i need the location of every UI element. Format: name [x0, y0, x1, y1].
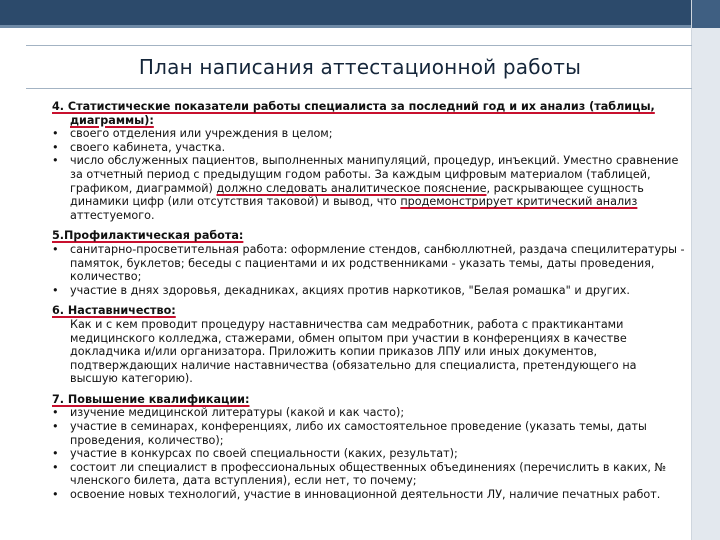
section-6-heading: 6. Наставничество: [52, 304, 176, 318]
list-item: • состоит ли специалист в профессиональных общественных объединениях (перечислить в каких, № членского билета, дата вступления), если нет, то почему; [52, 461, 686, 488]
list-item: • своего кабинета, участка. [52, 141, 686, 155]
top-bar-stripe [0, 25, 720, 28]
highlight-critical-analysis: продемонстрирует критический анализ [400, 195, 638, 209]
section-prevention [52, 229, 686, 297]
header-rule-top [26, 45, 692, 46]
list-item: • участие в семинарах, конференциях, либо их самостоятельное проведение (указать темы, даты проведения, количество); [52, 420, 686, 447]
section-4-heading [52, 100, 686, 127]
list-item: • своего отделения или учреждения в целом; [52, 127, 686, 141]
section-4-heading-line1: 4. Статистические показатели работы специалиста за последний год и их анализ (таблицы, [52, 100, 655, 113]
page-title: План написания аттестационной работы [138, 55, 582, 79]
list-item: • освоение новых технологий, участие в инновационной деятельности ЛУ, наличие печатных работ. [52, 488, 686, 502]
list-item: • участие в днях здоровья, декадниках, акциях против наркотиков, "Белая ромашка" и других. [52, 284, 686, 298]
list-item: • участие в конкурсах по своей специальности (каких, результат); [52, 447, 686, 461]
list-item-text: число обслуженных пациентов, выполненных манипуляций, процедур, инъекций. Уместно сравнение за отчетный период с предыдущим годом работы. За каждым цифровым материалом (таблицей, графиком, диаграммой) [70, 154, 679, 195]
section-5-heading: 5.Профилактическая работа: [52, 229, 244, 243]
section-6-text: Как и с кем проводит процедуру наставничества сам медработник, работа с практикантами медицинского колледжа, стажерами, обмен опытом при участии в конференциях в качестве докладчика и/или организатора. Приложить копии приказов ЛПУ или иных документов, подтверждающих наличие наставничества (обязательно для специалиста, претендующего на высшую категорию). [70, 317, 637, 386]
list-item: • санитарно-просветительная работа: оформление стендов, санбюллютней, раздача специлитературы - памяток, буклетов; беседы с пациентами и их родственниками - указать темы, даты проведения, количество; [52, 243, 686, 284]
list-item [52, 154, 686, 222]
header-rule-bottom [26, 88, 692, 89]
section-4-heading-line2: диаграммы): [70, 113, 154, 127]
right-edge-panel [691, 0, 720, 540]
list-item-text: аттестуемого. [70, 208, 155, 222]
highlight-analytic-note: должно следовать аналитическое пояснение [216, 181, 487, 195]
section-qualification [52, 393, 686, 502]
corner-cap [692, 0, 720, 28]
section-7-heading: 7. Повышение квалификации: [52, 392, 250, 406]
section-mentoring [52, 304, 686, 386]
top-bar [0, 0, 720, 28]
list-item-text: , раскрывающее сущность динамики цифр (или отсутствия таковой) и вывод, что [70, 181, 644, 209]
section-statistics [52, 100, 686, 222]
list-item: • изучение медицинской литературы (какой и как часто); [52, 406, 686, 420]
document-body [52, 100, 686, 502]
